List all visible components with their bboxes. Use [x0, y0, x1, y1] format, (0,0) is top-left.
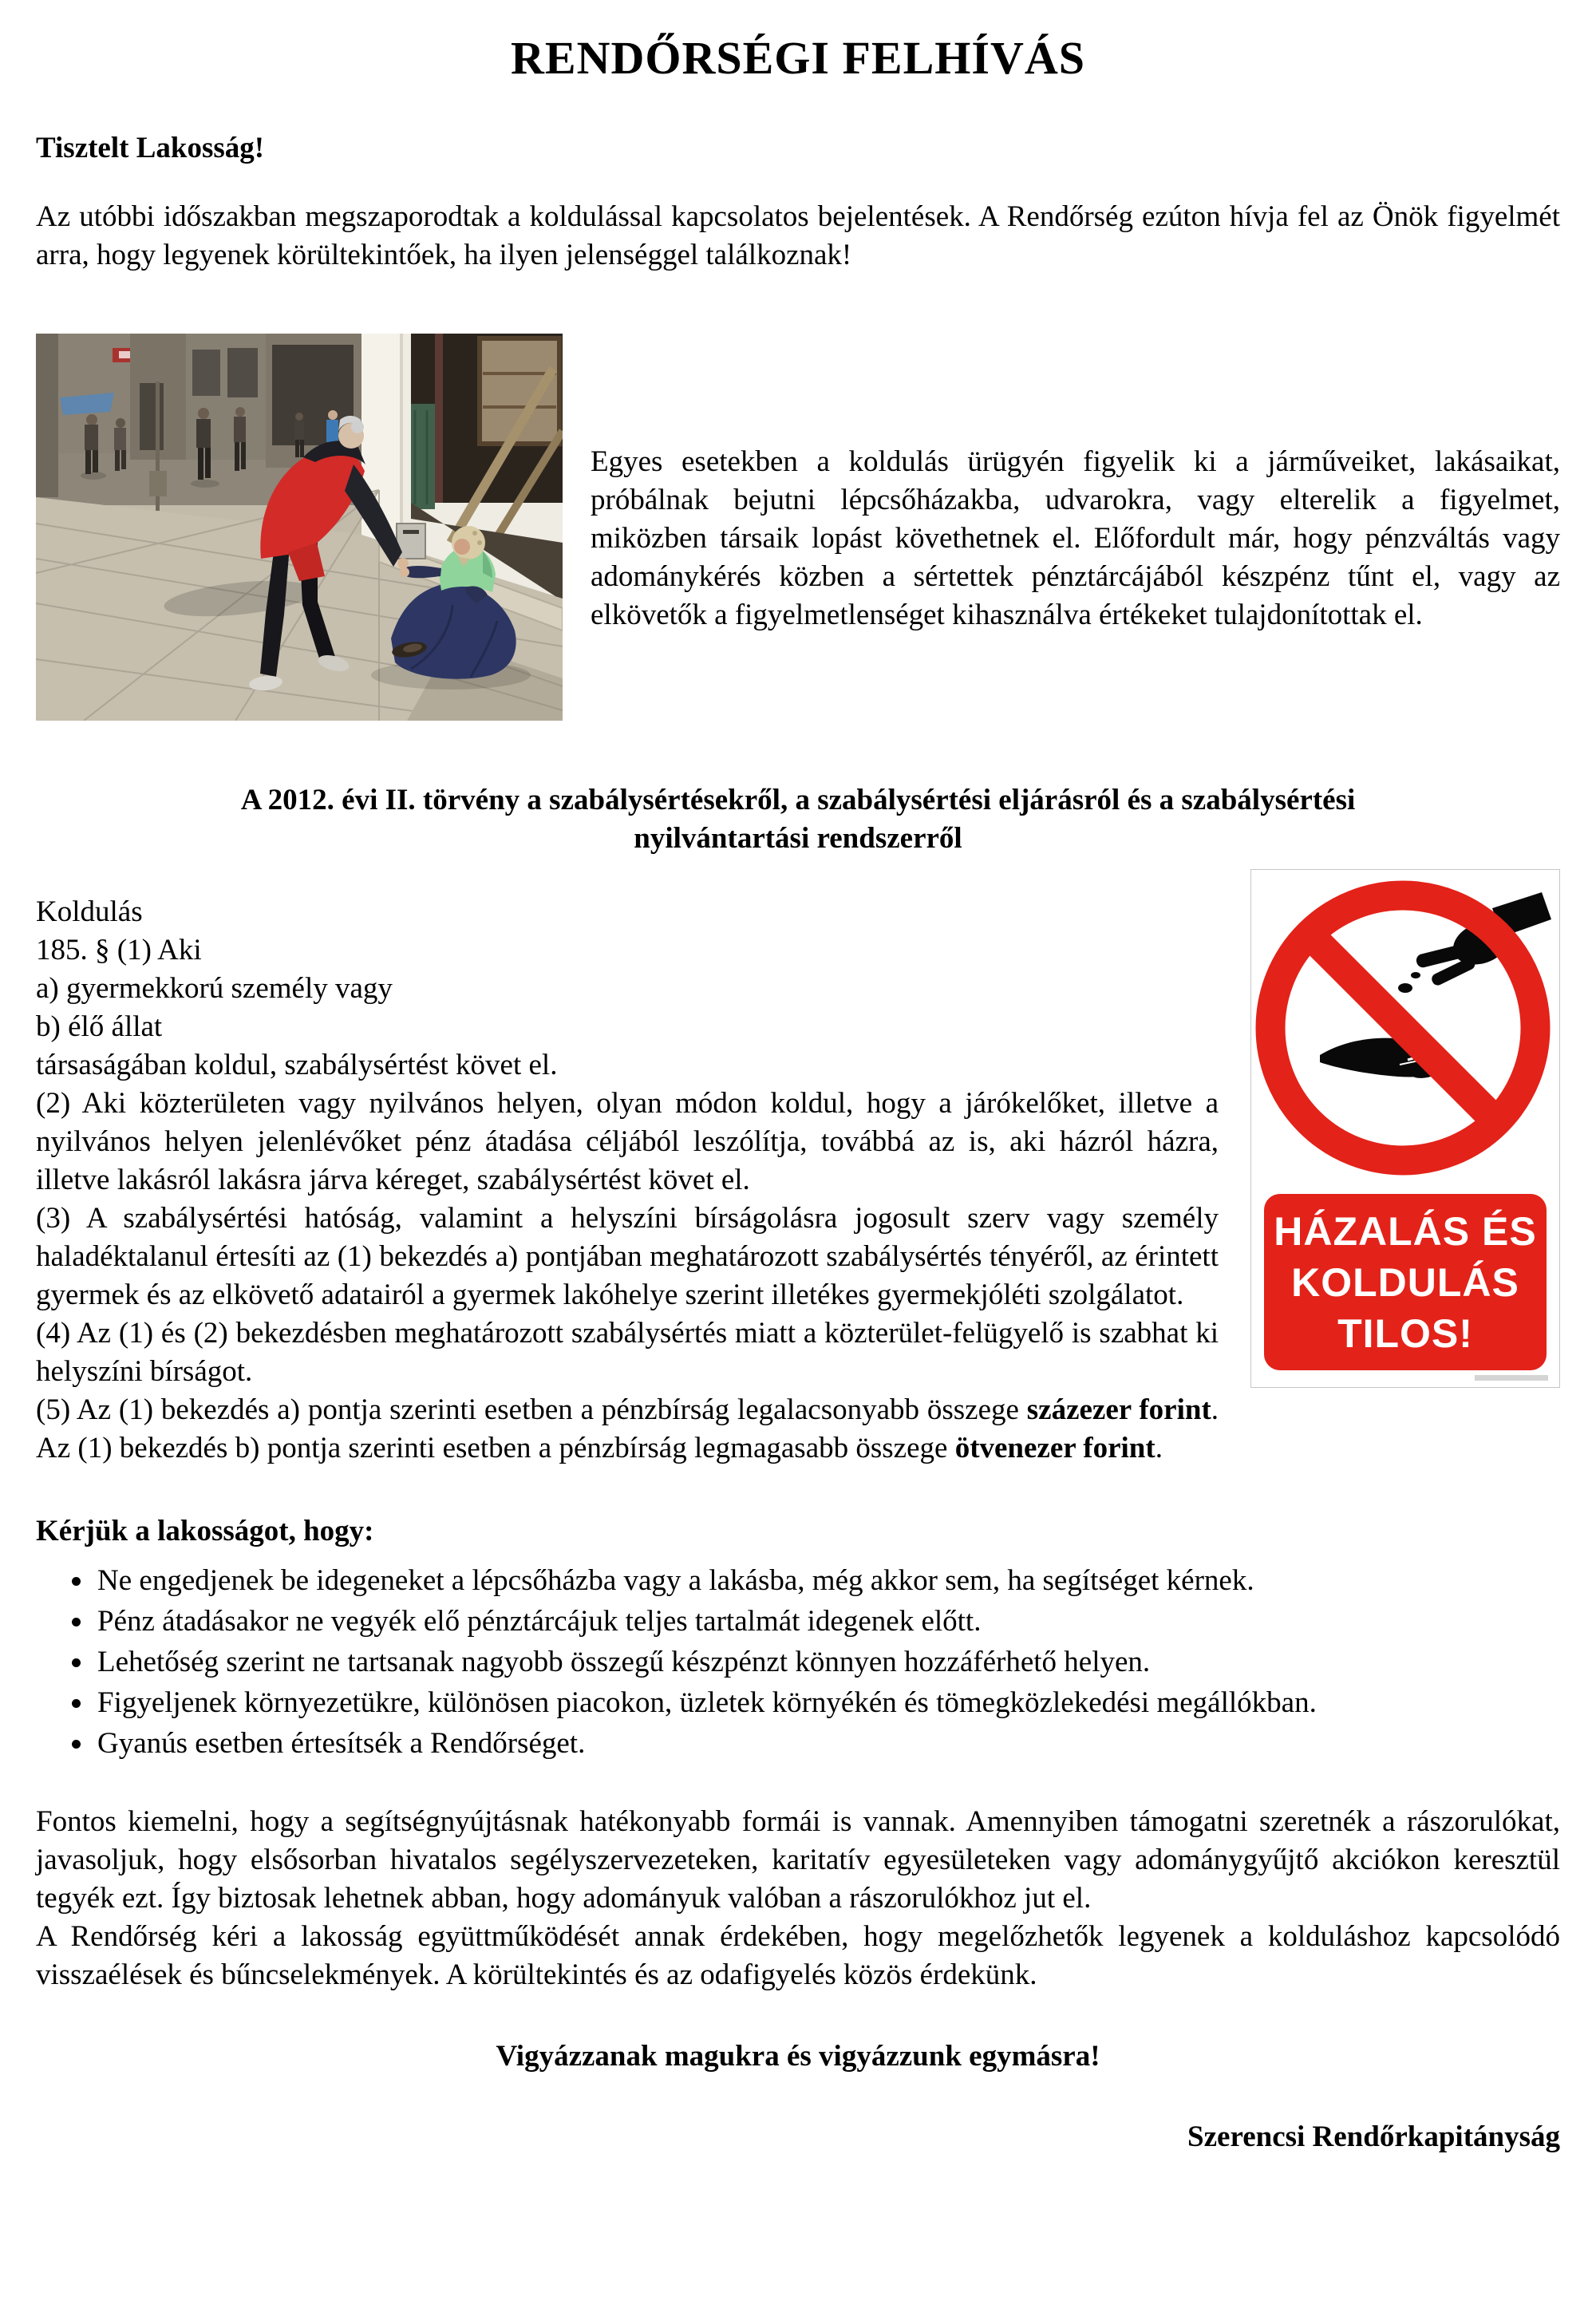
- motto: Vigyázzanak magukra és vigyázzunk egymásra!: [496, 2040, 1100, 2073]
- law-line-b: b) élő állat: [36, 1010, 163, 1043]
- no-begging-pictogram: [1251, 870, 1559, 1192]
- closing-paragraph-2: A Rendőrség kéri a lakosság együttműködését annak érdekében, hogy megelőzhetők legyenek a kolduláshoz kapcsolódó visszaélések és bűncselekmények. A körültekintés és az odafigyelés közös érdekünk.: [36, 1920, 1560, 1991]
- sign-watermark: [1475, 1375, 1548, 1381]
- list-item: • Ne engedjenek be idegeneket a lépcsőházba vagy a lakásba, még akkor sem, ha segítséget kérnek.: [94, 1560, 1560, 1601]
- request-heading: Kérjük a lakosságot, hogy:: [36, 1515, 374, 1547]
- salutation: Tisztelt Lakosság!: [36, 132, 265, 164]
- law-paragraph-5: [36, 1391, 1560, 1468]
- law-p5-amount-100k: százezer forint: [1026, 1393, 1211, 1426]
- photo-row: [36, 334, 1560, 721]
- law-paragraph-4: (4) Az (1) és (2) bekezdésben meghatározott szabálysértés miatt a közterület-felügyelő is szabhat ki helyszíni bírságot.: [36, 1317, 1219, 1388]
- law-heading-line2: nyilvántartási rendszerről: [634, 822, 962, 855]
- law-p5-amount-50k: ötvenezer forint: [954, 1432, 1156, 1464]
- page-title: RENDŐRSÉGI FELHÍVÁS: [511, 32, 1085, 84]
- closing-paragraph-1: Fontos kiemelni, hogy a segítségnyújtásnak hatékonyabb formái is vannak. Amennyiben támogatni szeretnék a rászorulókat, javasoljuk, hogy elsősorban hivatalos segélyszervezeteken, karitatív egyesületeken vagy adománygyűjtő akciókon keresztül tegyék ezt. Így biztosak lehetnek abban, hogy adományuk valóban a rászorulókhoz jut el.: [36, 1805, 1560, 1915]
- sign-label-plate: [1264, 1194, 1547, 1370]
- list-item: • Lehetőség szerint ne tartsanak nagyobb összegű készpénzt könnyen hozzáférhető helyen.: [94, 1642, 1560, 1682]
- sign-label-line1: HÁZALÁS ÉS: [1274, 1208, 1537, 1254]
- list-item: • Figyeljenek környezetükre, különösen piacokon, üzletek környékén és tömegközlekedési megállókban.: [94, 1682, 1560, 1723]
- law-heading-line1: A 2012. évi II. törvény a szabálysértésekről, a szabálysértési eljárásról és a szabálysértési: [240, 784, 1356, 816]
- signature: Szerencsi Rendőrkapitányság: [1187, 2120, 1560, 2153]
- law-paragraph-2: (2) Aki közterületen vagy nyilvános helyen, olyan módon koldul, hogy a járókelőket, illetve a nyilvános helyen jelenlévőket pénz átadása céljából leszólítja, továbbá az is, aki házról házra, illetve lakásról lakásra járva kéreget, szabálysértést követ el.: [36, 1087, 1219, 1196]
- law-line-185: 185. § (1) Aki: [36, 934, 202, 966]
- sign-label-line3: TILOS!: [1337, 1310, 1473, 1356]
- advice-list: [36, 1560, 1560, 1764]
- law-p5-text: (5) Az (1) bekezdés a) pontja szerinti esetben a pénzbírság legalacsonyabb összege: [36, 1393, 1027, 1426]
- no-begging-sign-image: [1250, 869, 1560, 1388]
- sign-label-line2: KOLDULÁS: [1291, 1259, 1519, 1305]
- street-scene-photo: [36, 334, 563, 721]
- intro-paragraph: Az utóbbi időszakban megszaporodtak a koldulással kapcsolatos bejelentések. A Rendőrség ezúton hívja fel az Önök figyelmét arra, hogy legyenek körültekintőek, ha ilyen jelenséggel találkoznak!: [36, 200, 1560, 271]
- law-line-tarsasag: társaságában koldul, szabálysértést követ el.: [36, 1049, 558, 1081]
- law-heading: [36, 781, 1560, 858]
- law-section: [36, 893, 1560, 1468]
- side-paragraph: Egyes esetekben a koldulás ürügyén figyelik ki a járműveiket, lakásaikat, próbálnak bejutni lépcsőházakba, udvarokra, vagy elterelik a figyelmet, miközben társaik lopást követhetnek el. Előfordult már, hogy pénzváltás vagy adománykérés közben a sértettek pénztárcájából készpénz tűnt el, vagy az elkövetők a figyelmetlenséget kihasználva értékeket tulajdonítottak el.: [591, 445, 1560, 631]
- law-line-koldulas: Koldulás: [36, 895, 143, 928]
- list-item: • Pénz átadásakor ne vegyék elő pénztárcájuk teljes tartalmát idegenek előtt.: [94, 1601, 1560, 1642]
- law-p5-text-end: .: [1155, 1432, 1163, 1464]
- law-line-a: a) gyermekkorú személy vagy: [36, 972, 393, 1005]
- list-item: • Gyanús esetben értesítsék a Rendőrséget.: [94, 1723, 1560, 1764]
- law-paragraph-3: (3) A szabálysértési hatóság, valamint a helyszíni bírságolásra jogosult szerv vagy személy haladéktalanul értesíti az (1) bekezdés a) pontjában meghatározott szabálysértés tényéről, az érintett gyermek és az elkövető adatairól a gyermek lakóhelye szerint illetékes gyermekjóléti szolgálatot.: [36, 1202, 1219, 1311]
- law-p5-text-mid: . Az (1) bekezdés b) pontja szerinti esetben a pénzbírság legmagasabb összege: [36, 1393, 1219, 1464]
